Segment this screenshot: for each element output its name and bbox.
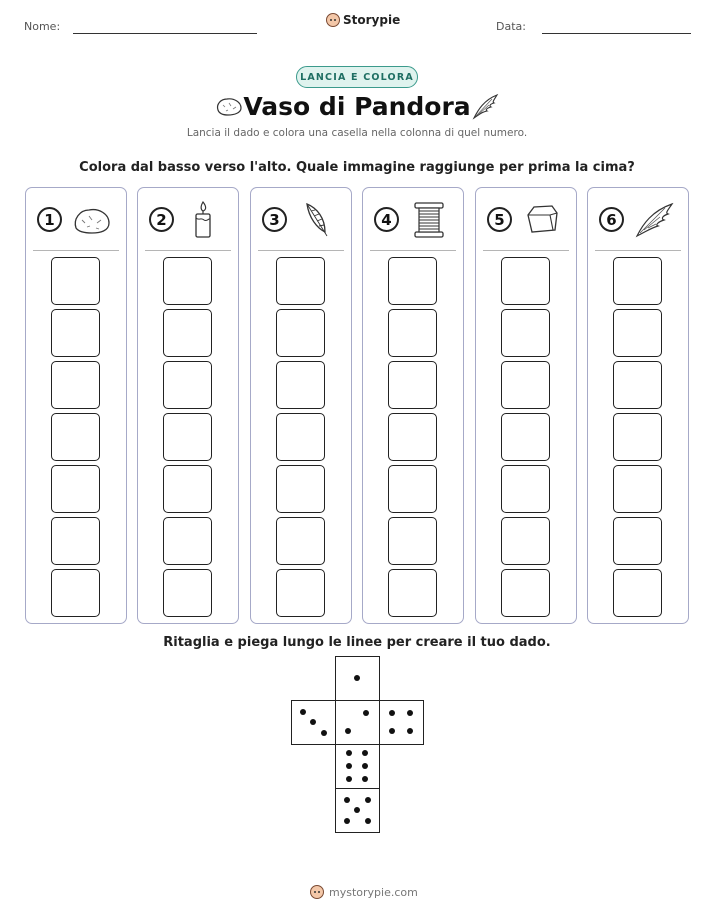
die-pip: [389, 710, 395, 716]
die-pip: [362, 763, 368, 769]
column-2: [137, 187, 239, 624]
color-box[interactable]: [501, 257, 550, 305]
color-box[interactable]: [163, 517, 212, 565]
die-pip: [310, 719, 316, 725]
wing-icon: [632, 198, 676, 242]
color-box[interactable]: [613, 569, 662, 617]
storypie-mascot-icon: [326, 13, 340, 27]
date-label: Data:: [496, 20, 526, 33]
color-box[interactable]: [276, 413, 325, 461]
color-box[interactable]: [276, 517, 325, 565]
die-pip: [354, 807, 360, 813]
column-divider: [370, 250, 456, 251]
color-box[interactable]: [51, 413, 100, 461]
color-box[interactable]: [163, 309, 212, 357]
die-face-6: [335, 744, 380, 789]
column-number: 3: [262, 207, 287, 232]
die-pip: [344, 797, 350, 803]
color-box[interactable]: [388, 517, 437, 565]
footer-url: mystorypie.com: [329, 885, 418, 899]
color-box[interactable]: [163, 257, 212, 305]
column-3: [250, 187, 352, 624]
color-box[interactable]: [613, 465, 662, 513]
color-box[interactable]: [51, 569, 100, 617]
color-box[interactable]: [51, 309, 100, 357]
rock-icon: [70, 198, 114, 242]
color-box[interactable]: [613, 413, 662, 461]
column-divider: [258, 250, 344, 251]
color-box[interactable]: [51, 517, 100, 565]
die-pip: [345, 728, 351, 734]
thread-spool-icon: [407, 198, 451, 242]
color-box[interactable]: [613, 309, 662, 357]
color-box[interactable]: [388, 465, 437, 513]
color-box[interactable]: [51, 257, 100, 305]
color-box[interactable]: [388, 413, 437, 461]
cut-instruction: Ritaglia e piega lungo le linee per creare il tuo dado.: [163, 635, 551, 650]
color-box[interactable]: [276, 569, 325, 617]
column-1: [25, 187, 127, 624]
column-number: 4: [374, 207, 399, 232]
column-6: [587, 187, 689, 624]
name-line[interactable]: [73, 33, 257, 34]
column-5: [475, 187, 577, 624]
die-face-5: [335, 788, 380, 833]
die-face-4: [379, 700, 424, 745]
color-box[interactable]: [276, 465, 325, 513]
color-box[interactable]: [613, 517, 662, 565]
page-subtitle: Lancia il dado e colora una casella nella colonna di quel numero.: [186, 127, 528, 139]
die-pip: [362, 750, 368, 756]
color-box[interactable]: [613, 361, 662, 409]
column-divider: [33, 250, 119, 251]
die-pip: [363, 710, 369, 716]
color-box[interactable]: [163, 413, 212, 461]
color-box[interactable]: [388, 361, 437, 409]
storypie-logo: [326, 13, 400, 27]
color-box[interactable]: [501, 413, 550, 461]
die-pip: [346, 776, 352, 782]
die-pip: [365, 797, 371, 803]
feather-icon: [295, 198, 339, 242]
date-line[interactable]: [542, 33, 691, 34]
die-face-2: [335, 700, 380, 745]
color-box[interactable]: [276, 309, 325, 357]
column-divider: [483, 250, 569, 251]
color-box[interactable]: [501, 309, 550, 357]
color-box[interactable]: [51, 361, 100, 409]
color-box[interactable]: [51, 465, 100, 513]
stone-block-icon: [520, 198, 564, 242]
die-pip: [344, 818, 350, 824]
column-divider: [145, 250, 231, 251]
color-box[interactable]: [388, 569, 437, 617]
wing-icon: [470, 92, 500, 122]
die-pip: [365, 818, 371, 824]
die-pip: [407, 728, 413, 734]
storypie-mascot-icon: [310, 885, 324, 899]
die-face-3: [291, 700, 336, 745]
die-pip: [362, 776, 368, 782]
color-box[interactable]: [501, 361, 550, 409]
color-box[interactable]: [163, 361, 212, 409]
color-box[interactable]: [501, 465, 550, 513]
column-number: 1: [37, 207, 62, 232]
die-pip: [321, 730, 327, 736]
die-face-1: [335, 656, 380, 701]
logo-text: Storypie: [343, 13, 401, 27]
die-pip: [346, 750, 352, 756]
die-pip: [407, 710, 413, 716]
color-box[interactable]: [163, 465, 212, 513]
die-pip: [346, 763, 352, 769]
candle-icon: [182, 198, 226, 242]
color-box[interactable]: [276, 361, 325, 409]
activity-badge: LANCIA E COLORA: [296, 66, 418, 88]
column-divider: [595, 250, 681, 251]
footer: [310, 885, 418, 899]
color-box[interactable]: [501, 569, 550, 617]
coloring-instruction: Colora dal basso verso l'alto. Quale immagine raggiunge per prima la cima?: [79, 160, 635, 175]
die-pip: [354, 675, 360, 681]
column-4: [362, 187, 464, 624]
die-pip: [300, 709, 306, 715]
color-box[interactable]: [501, 517, 550, 565]
column-number: 5: [487, 207, 512, 232]
page-title: Vaso di Pandora: [243, 92, 471, 121]
color-box[interactable]: [388, 257, 437, 305]
column-number: 2: [149, 207, 174, 232]
die-pip: [389, 728, 395, 734]
color-box[interactable]: [613, 257, 662, 305]
column-number: 6: [599, 207, 624, 232]
name-label: Nome:: [24, 20, 61, 33]
color-box[interactable]: [163, 569, 212, 617]
color-box[interactable]: [388, 309, 437, 357]
color-box[interactable]: [276, 257, 325, 305]
